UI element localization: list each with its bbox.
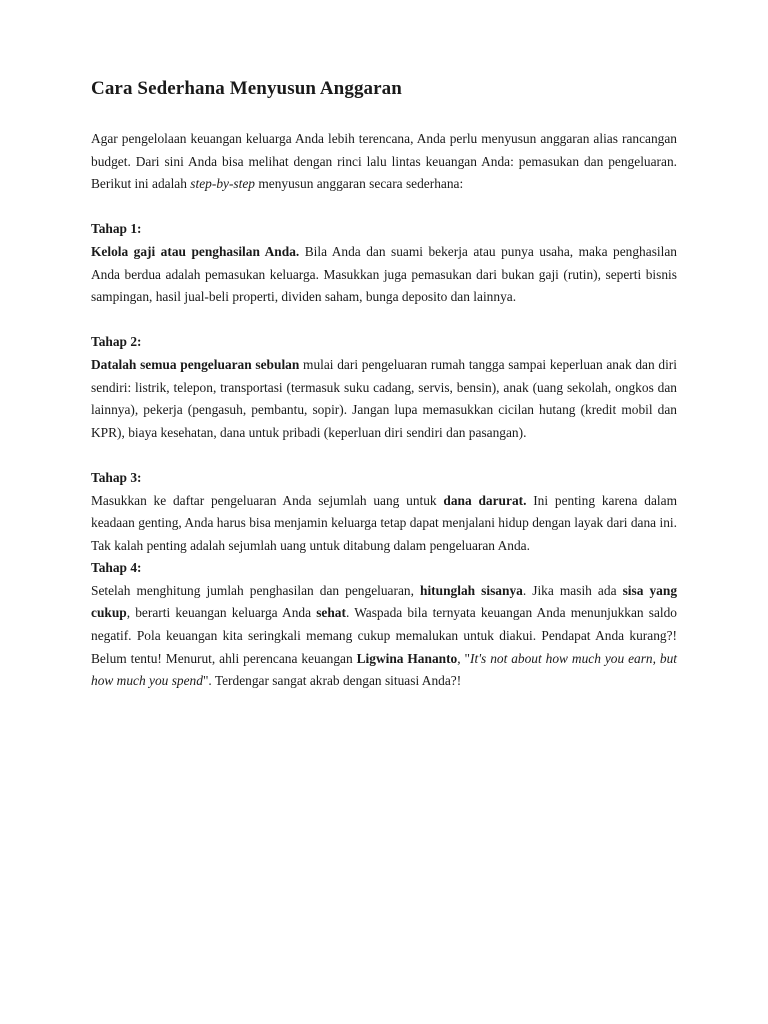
step2-title: Tahap 2: bbox=[91, 334, 142, 350]
step1-bold: Kelola gaji atau penghasilan Anda. bbox=[91, 243, 300, 259]
step4-title: Tahap 4: bbox=[91, 560, 142, 576]
step4-bold-3: sehat bbox=[316, 605, 346, 621]
step4-text-4: . Waspada bila ternyata keuangan Anda menunjukkan saldo negatif. Pola keuangan kita seringkali memang cukup memalukan untuk diakui. Pendapat Anda kurang?! Belum tentu! Menurut, ahli perencana keuangan bbox=[91, 605, 678, 666]
document-page bbox=[91, 76, 677, 693]
step4-bold-2: sisa yang cukup bbox=[91, 582, 678, 621]
intro-emphasis: step-by-step bbox=[190, 176, 255, 192]
step1-paragraph bbox=[91, 241, 677, 309]
step4-text-5: , " bbox=[457, 650, 471, 666]
step4-text-1: Setelah menghitung jumlah penghasilan dan pengeluaran, bbox=[91, 582, 421, 598]
intro-paragraph bbox=[91, 128, 677, 196]
step3-bold: dana darurat. bbox=[443, 492, 527, 508]
step4-text-6: ". Terdengar sangat akrab dengan situasi Anda?! bbox=[202, 673, 462, 689]
step3-title: Tahap 3: bbox=[91, 469, 142, 485]
step3-text: Masukkan ke daftar pengeluaran Anda sejumlah uang untuk bbox=[91, 492, 444, 508]
step4-bold-4: Ligwina Hananto bbox=[356, 650, 458, 666]
step2-text: mulai dari pengeluaran rumah tangga sampai keperluan anak dan diri sendiri: listrik, telepon, transportasi (termasuk suku cadang, servis, bensin), anak (uang sekolah, ongkos dan lainnya), pekerja (pengasuh, pembantu, sopir). Jangan lupa memasukkan cicilan hutang (kredit mobil dan KPR), biaya kesehatan, dana untuk pribadi (keperluan diri sendiri dan pasangan). bbox=[91, 356, 677, 440]
step2-paragraph bbox=[91, 354, 677, 444]
step1-title: Tahap 1: bbox=[91, 221, 142, 237]
step4-quote: It's not about how much you earn, but how much you spend bbox=[91, 650, 678, 689]
step4-text-2: . Jika masih ada bbox=[522, 582, 623, 598]
document-title: Cara Sederhana Menyusun Anggaran bbox=[91, 78, 402, 99]
intro-text-end: menyusun anggaran secara sederhana: bbox=[255, 176, 464, 192]
step1-text: Bila Anda dan suami bekerja atau punya usaha, maka penghasilan Anda berdua adalah pemasukan keluarga. Masukkan juga pemasukan dari bukan gaji (rutin), seperti bisnis sampingan, hasil jual-beli properti, dividen saham, bunga deposito dan lainnya. bbox=[91, 243, 677, 305]
step3-paragraph bbox=[91, 490, 677, 558]
intro-text: Agar pengelolaan keuangan keluarga Anda lebih terencana, Anda perlu menyusun anggaran alias rancangan budget. Dari sini Anda bisa melihat dengan rinci lalu lintas keuangan Anda: pemasukan dan pengeluaran. Berikut ini adalah bbox=[91, 131, 677, 192]
step2-bold: Datalah semua pengeluaran sebulan bbox=[91, 356, 300, 372]
step4-text-3: , berarti keuangan keluarga Anda bbox=[126, 605, 317, 621]
step3-text-end: Ini penting karena dalam keadaan genting, Anda harus bisa menjamin keluarga tetap dapat menjalani hidup dengan layak dari dana ini. Tak kalah penting adalah sejumlah uang untuk ditabung dalam pengeluaran Anda. bbox=[91, 492, 677, 553]
step4-paragraph bbox=[91, 580, 677, 693]
step4-bold-1: hitunglah sisanya bbox=[420, 582, 523, 598]
